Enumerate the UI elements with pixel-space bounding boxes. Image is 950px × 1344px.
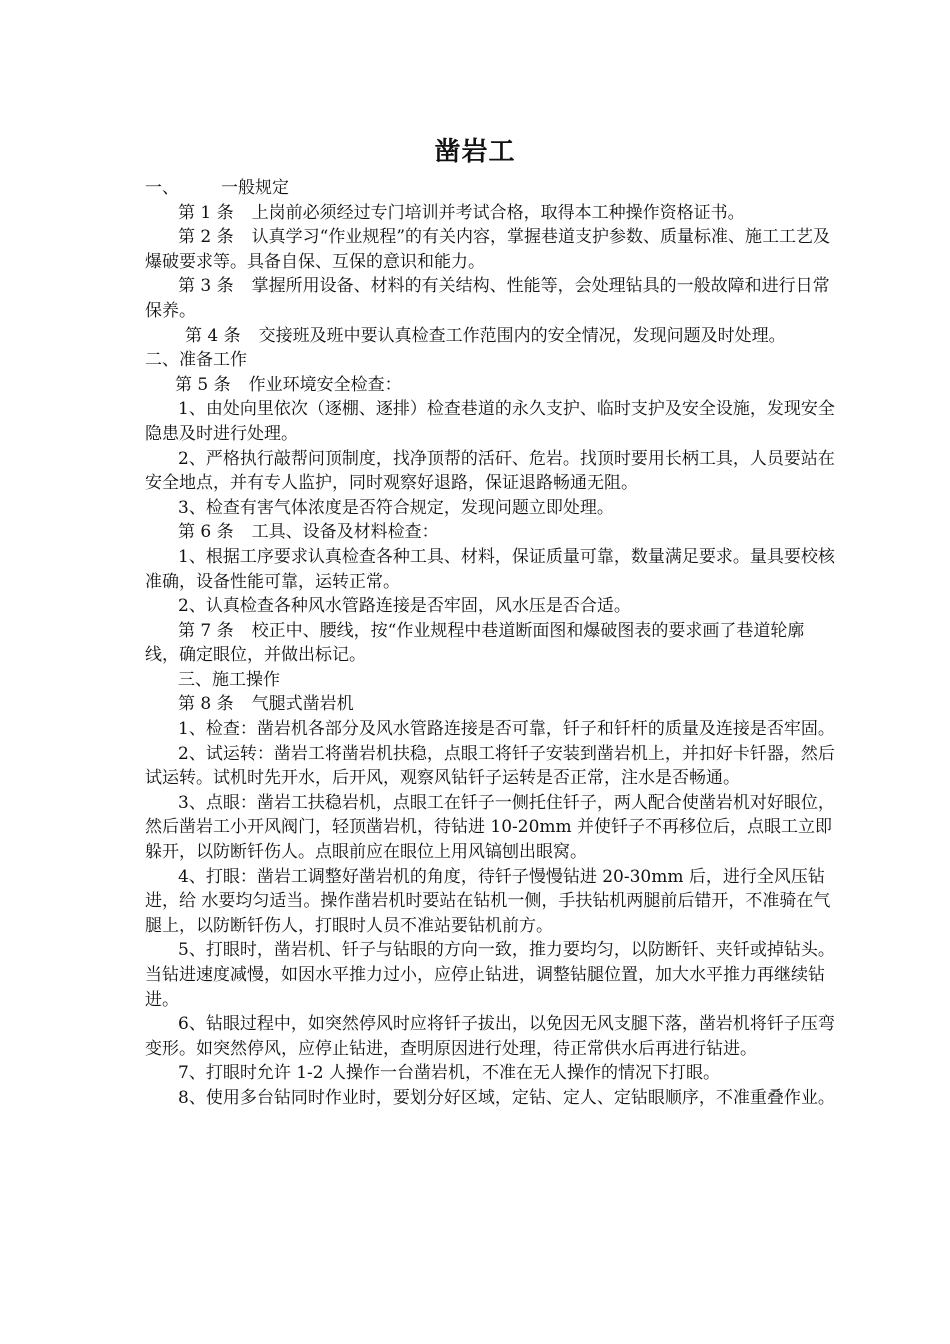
- list-item: 3、检查有害气体浓度是否符合规定，发现问题立即处理。: [178, 497, 614, 518]
- list-item: 3、点眼：凿岩工扶稳岩机，点眼工在钎子一侧托住钎子，两人配合使凿岩机对好眼位，然后凿岩工小开风阀门，轻顶凿岩机，待钻进 10-20mm 并使钎子不再移位后，点眼工立即躲开，以防断钎伤人。点眼前应在眼位上用风镐刨出眼窝。: [145, 792, 835, 863]
- list-item: 2、严格执行敲帮问顶制度，找净顶帮的活矸、危岩。找顶时要用长柄工具，人员要站在安全地点，并有专人监护，同时观察好退路，保证退路畅通无阻。: [145, 448, 835, 494]
- article-head: 第 2 条: [178, 227, 234, 248]
- list-item: 7、打眼时允许 1-2 人操作一台凿岩机，不准在无人操作的情况下打眼。: [178, 1063, 720, 1084]
- list-item: 2、试运转：凿岩工将凿岩机扶稳，点眼工将钎子安装到凿岩机上，并扣好卡钎器，然后试运转。试机时先开水，后开风，观察风钻钎子运转是否正常，注水是否畅通。: [145, 743, 835, 789]
- article-head: 第 7 条: [178, 620, 234, 641]
- article-4: [145, 324, 835, 349]
- article-7: [145, 619, 835, 668]
- article-text: 校正中、腰线，按“作业规程中巷道断面图和爆破图表的要求画了巷道轮廓线，确定眼位，并做出标记。: [145, 620, 805, 666]
- article-text: 认真学习“作业规程”的有关内容，掌握巷道支护参数、质量标准、施工工艺及爆破要求等。具备自保、互保的意识和能力。: [145, 227, 831, 272]
- section-label: 一般规定: [221, 178, 289, 198]
- list-item: 8、使用多台钻同时作业时，要划分好区域，定钻、定人、定钻眼顺序，不准重叠作业。: [178, 1087, 835, 1108]
- list-item: 1、根据工序要求认真检查各种工具、材料，保证质量可靠，数量满足要求。量具要校核准确，设备性能可靠，运转正常。: [145, 546, 835, 592]
- article-head: 第 1 条: [178, 202, 234, 223]
- list-item: 1、由处向里依次（逐棚、逐排）检查巷道的永久支护、临时支护及安全设施，发现安全隐患及时进行处理。: [145, 399, 835, 444]
- list-item: 4、打眼：凿岩工调整好凿岩机的角度，待钎子慢慢钻进 20-30mm 后，进行全风压钻进，给 水要均匀适当。操作凿岩机时要站在钻机一侧，手扶钻机两腿前后错开，不准骑在气腿上，以防断钎伤人，打眼时人员不准站要钻机前方。: [145, 866, 831, 936]
- list-item: 5、打眼时，凿岩机、钎子与钻眼的方向一致，推力要均匀，以防断钎、夹钎或掉钻头。当钻进速度减慢，如因水平推力过小，应停止钻进，调整钻腿位置，加大水平推力再继续钻进。: [145, 940, 835, 1010]
- section-number: 一、: [145, 178, 179, 198]
- list-item: 2、认真检查各种风水管路连接是否牢固，风水压是否合适。: [178, 596, 631, 617]
- article-head: 第 4 条: [185, 325, 241, 346]
- article-5: [145, 373, 835, 398]
- article-3: [145, 274, 835, 323]
- article-text: 上岗前必须经过专门培训并考试合格，取得本工种操作资格证书。: [251, 202, 745, 223]
- section-heading-preparation: 二、准备工作: [145, 350, 247, 371]
- section-heading-operation: 三、施工操作: [178, 669, 280, 690]
- section-heading-general: [145, 176, 835, 201]
- article-text: 掌握所用设备、材料的有关结构、性能等，会处理钻具的一般故障和进行日常保养。: [145, 276, 830, 321]
- article-head: 第 5 条: [175, 374, 231, 395]
- article-1: [145, 201, 835, 226]
- article-text: 作业环境安全检查：: [248, 374, 402, 395]
- document-title: 凿岩工: [434, 137, 516, 167]
- article-head: 第 8 条: [178, 694, 234, 715]
- article-text: 气腿式凿岩机: [251, 694, 354, 715]
- article-2: [145, 225, 835, 274]
- article-text: 工具、设备及材料检查：: [251, 522, 439, 543]
- document-body: [145, 176, 835, 1111]
- article-head: 第 6 条: [178, 522, 234, 543]
- article-head: 第 3 条: [178, 276, 234, 297]
- list-item: 1、检查：凿岩机各部分及风水管路连接是否可靠，钎子和钎杆的质量及连接是否牢固。: [178, 719, 835, 740]
- article-text: 交接班及班中要认真检查工作范围内的安全情况，发现问题及时处理。: [258, 325, 786, 346]
- list-item: 6、钻眼过程中，如突然停风时应将钎子拔出，以免因无风支腿下落，凿岩机将钎子压弯变形。如突然停风，应停止钻进，查明原因进行处理，待正常供水后再进行钻进。: [145, 1014, 835, 1059]
- article-6: [145, 520, 835, 545]
- article-8: [145, 692, 835, 717]
